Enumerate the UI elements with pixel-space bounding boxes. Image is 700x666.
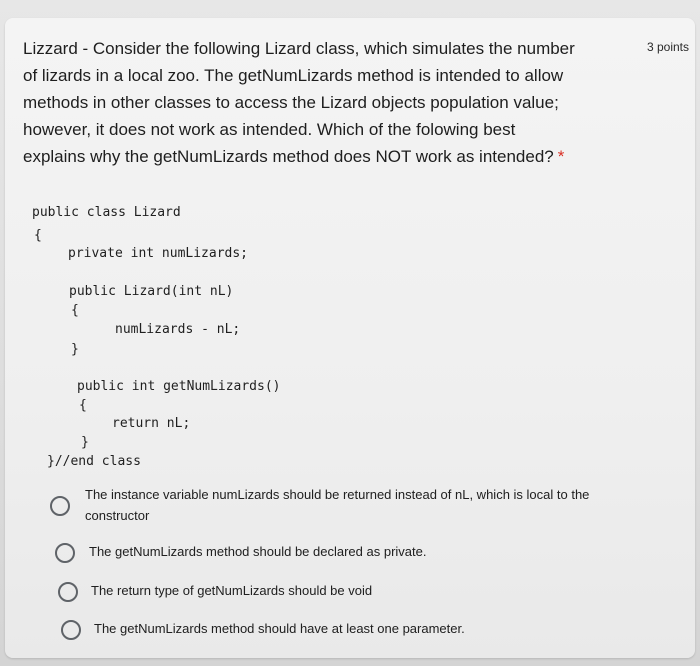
option-2[interactable] [55, 541, 615, 563]
option-1-label: The instance variable numLizards should be returned instead of nL, which is local to the constructor [85, 487, 590, 523]
code-line: { [79, 398, 87, 413]
option-1-radio[interactable] [50, 496, 70, 516]
question-line: Lizzard - Consider the following Lizard class, which simulates the number [23, 39, 575, 58]
code-line: return nL; [112, 416, 191, 431]
option-1[interactable] [50, 484, 650, 526]
question-line: methods in other classes to access the Lizard objects population value; [23, 93, 559, 112]
option-3-radio[interactable] [58, 582, 78, 602]
option-3[interactable] [58, 580, 618, 602]
required-asterisk: * [557, 147, 565, 166]
code-line: public Lizard(int nL) [69, 284, 234, 299]
code-line: } [71, 342, 79, 357]
question-line-last [23, 143, 623, 170]
question-text [23, 35, 623, 170]
option-2-radio[interactable] [55, 543, 75, 563]
question-line: however, it does not work as intended. Which of the folowing best [23, 120, 516, 139]
option-3-label: The return type of getNumLizards should be void [91, 583, 373, 598]
code-line: { [34, 228, 42, 243]
option-4[interactable] [61, 618, 621, 640]
code-line: } [81, 435, 89, 450]
question-line: of lizards in a local zoo. The getNumLizards method is intended to allow [23, 66, 564, 85]
code-line: numLizards - nL; [115, 322, 241, 337]
question-card [5, 18, 695, 658]
code-line: public class Lizard [32, 205, 181, 220]
code-line: { [71, 303, 79, 318]
option-4-label: The getNumLizards method should have at least one parameter. [94, 621, 465, 636]
option-2-label: The getNumLizards method should be declared as private. [89, 544, 427, 559]
code-line: private int numLizards; [68, 246, 249, 261]
option-4-radio[interactable] [61, 620, 81, 640]
question-line-text: explains why the getNumLizards method does NOT work as intended? [23, 147, 554, 166]
code-line: public int getNumLizards() [77, 379, 281, 394]
code-line: }//end class [47, 454, 141, 469]
points-label: 3 points [646, 40, 689, 54]
